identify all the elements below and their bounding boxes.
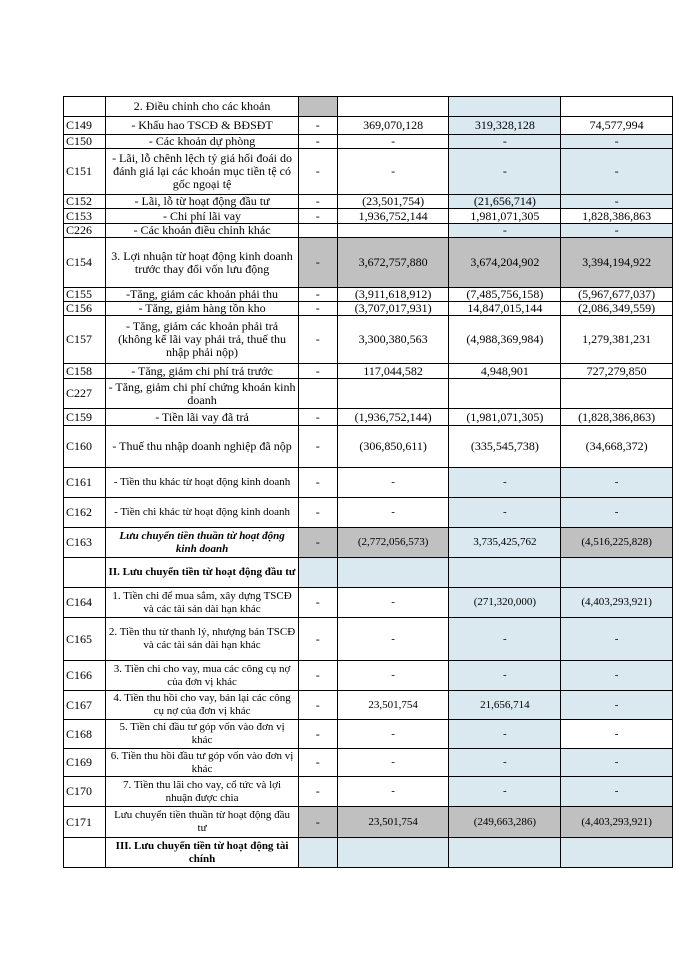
row-note: - xyxy=(298,691,337,720)
row-value-prior-1: - xyxy=(449,661,561,691)
row-value-prior-2: - xyxy=(561,135,673,149)
row-description: - Tăng, giảm chi phí chứng khoán kinh doanh xyxy=(106,379,298,409)
row-value-prior-1: - xyxy=(449,498,561,528)
row-value-prior-1 xyxy=(449,838,561,868)
row-note xyxy=(298,838,337,868)
row-note: - xyxy=(298,409,337,426)
row-code: C168 xyxy=(64,720,106,749)
row-description: 4. Tiền thu hồi cho vay, bán lại các công cụ nợ của đơn vị khác xyxy=(106,691,298,720)
row-value-prior-1: - xyxy=(449,135,561,149)
row-description: Lưu chuyển tiền thuần từ hoạt động kinh doanh xyxy=(106,528,298,558)
row-value-prior-1: (4,988,369,984) xyxy=(449,316,561,364)
row-value-prior-2: - xyxy=(561,720,673,749)
row-code: C157 xyxy=(64,316,106,364)
row-note: - xyxy=(298,316,337,364)
row-value-prior-1 xyxy=(449,379,561,409)
row-code: C152 xyxy=(64,195,106,209)
row-value-current xyxy=(337,224,449,238)
row-value-prior-1: - xyxy=(449,777,561,807)
row-value-prior-2: 3,394,194,922 xyxy=(561,238,673,288)
row-value-current: (2,772,056,573) xyxy=(337,528,449,558)
row-value-prior-1: - xyxy=(449,149,561,195)
row-note: - xyxy=(298,468,337,498)
row-value-current: (1,936,752,144) xyxy=(337,409,449,426)
table-row xyxy=(64,238,673,288)
row-code: C227 xyxy=(64,379,106,409)
row-value-prior-2: 727,279,850 xyxy=(561,364,673,379)
row-value-prior-2: (4,403,293,921) xyxy=(561,588,673,618)
row-value-prior-1 xyxy=(449,558,561,588)
row-value-prior-2: - xyxy=(561,691,673,720)
row-note: - xyxy=(298,149,337,195)
table-row xyxy=(64,838,673,868)
row-code: C163 xyxy=(64,528,106,558)
row-code xyxy=(64,838,106,868)
row-code: C159 xyxy=(64,409,106,426)
row-value-current: - xyxy=(337,777,449,807)
row-value-prior-2 xyxy=(561,558,673,588)
table-row xyxy=(64,149,673,195)
row-note: - xyxy=(298,807,337,838)
row-description: II. Lưu chuyển tiền từ hoạt động đầu tư xyxy=(106,558,298,588)
row-note xyxy=(298,558,337,588)
row-description: - Lãi, lỗ từ hoạt động đầu tư xyxy=(106,195,298,209)
row-value-current: 369,070,128 xyxy=(337,117,449,135)
row-code: C151 xyxy=(64,149,106,195)
row-value-prior-2: 1,828,386,863 xyxy=(561,209,673,224)
row-value-prior-2: - xyxy=(561,224,673,238)
row-value-prior-2: - xyxy=(561,749,673,777)
row-value-current: - xyxy=(337,720,449,749)
row-value-prior-2: - xyxy=(561,149,673,195)
row-value-prior-1: 319,328,128 xyxy=(449,117,561,135)
row-value-prior-2: - xyxy=(561,661,673,691)
row-note: - xyxy=(298,749,337,777)
row-value-prior-1: 3,735,425,762 xyxy=(449,528,561,558)
row-note: - xyxy=(298,302,337,316)
table-row xyxy=(64,720,673,749)
row-value-current: 23,501,754 xyxy=(337,691,449,720)
row-description: 3. Tiền chi cho vay, mua các công cụ nợ của đơn vị khác xyxy=(106,661,298,691)
row-value-prior-2: (2,086,349,559) xyxy=(561,302,673,316)
row-code: C167 xyxy=(64,691,106,720)
row-code xyxy=(64,97,106,117)
row-description: - Các khoản dự phòng xyxy=(106,135,298,149)
row-description: 1. Tiền chi để mua sắm, xây dựng TSCĐ và các tài sản dài hạn khác xyxy=(106,588,298,618)
row-value-prior-1: - xyxy=(449,468,561,498)
row-value-current: - xyxy=(337,468,449,498)
table-row xyxy=(64,588,673,618)
table-row xyxy=(64,288,673,302)
row-value-prior-2: - xyxy=(561,498,673,528)
row-value-current: 117,044,582 xyxy=(337,364,449,379)
row-value-prior-1: 3,674,204,902 xyxy=(449,238,561,288)
row-value-prior-2: 74,577,994 xyxy=(561,117,673,135)
row-value-prior-1: - xyxy=(449,720,561,749)
table-row xyxy=(64,316,673,364)
row-code: C150 xyxy=(64,135,106,149)
row-value-prior-2: (4,516,225,828) xyxy=(561,528,673,558)
row-value-prior-1: (249,663,286) xyxy=(449,807,561,838)
row-value-current: - xyxy=(337,588,449,618)
row-code: C156 xyxy=(64,302,106,316)
row-value-current xyxy=(337,838,449,868)
row-note: - xyxy=(298,288,337,302)
row-description: 2. Điều chỉnh cho các khoản xyxy=(106,97,298,117)
row-value-current xyxy=(337,558,449,588)
row-note: - xyxy=(298,618,337,661)
row-value-prior-1: (7,485,756,158) xyxy=(449,288,561,302)
row-description: - Tăng, giảm chi phí trả trước xyxy=(106,364,298,379)
row-description: - Tăng, giảm hàng tồn kho xyxy=(106,302,298,316)
table-row xyxy=(64,117,673,135)
table-row xyxy=(64,618,673,661)
table-row xyxy=(64,195,673,209)
row-description: Lưu chuyển tiền thuần từ hoạt động đầu tư xyxy=(106,807,298,838)
table-row xyxy=(64,498,673,528)
row-value-prior-1: 21,656,714 xyxy=(449,691,561,720)
table-row xyxy=(64,777,673,807)
row-value-prior-2: (1,828,386,863) xyxy=(561,409,673,426)
row-code: C226 xyxy=(64,224,106,238)
row-value-prior-1: (1,981,071,305) xyxy=(449,409,561,426)
row-note: - xyxy=(298,498,337,528)
row-note: - xyxy=(298,364,337,379)
row-code: C153 xyxy=(64,209,106,224)
row-value-prior-2 xyxy=(561,97,673,117)
row-value-current: (3,911,618,912) xyxy=(337,288,449,302)
row-code: C164 xyxy=(64,588,106,618)
row-note xyxy=(298,379,337,409)
row-value-prior-2 xyxy=(561,379,673,409)
row-description: - Tiền lãi vay đã trả xyxy=(106,409,298,426)
table-row xyxy=(64,661,673,691)
row-value-prior-1: - xyxy=(449,618,561,661)
row-value-prior-1: (335,545,738) xyxy=(449,426,561,468)
row-description: -Tăng, giảm các khoản phải thu xyxy=(106,288,298,302)
table-row xyxy=(64,302,673,316)
table-row xyxy=(64,807,673,838)
row-value-current xyxy=(337,97,449,117)
row-note: - xyxy=(298,661,337,691)
row-value-prior-2: 1,279,381,231 xyxy=(561,316,673,364)
cash-flow-body xyxy=(64,97,673,868)
row-code: C162 xyxy=(64,498,106,528)
row-code: C166 xyxy=(64,661,106,691)
table-row xyxy=(64,528,673,558)
row-value-prior-1: 14,847,015,144 xyxy=(449,302,561,316)
table-row xyxy=(64,691,673,720)
row-value-prior-2: - xyxy=(561,468,673,498)
row-description: 3. Lợi nhuận từ hoạt động kinh doanh trước thay đổi vốn lưu động xyxy=(106,238,298,288)
row-value-prior-1: 4,948,901 xyxy=(449,364,561,379)
row-value-prior-2: - xyxy=(561,195,673,209)
row-code: C154 xyxy=(64,238,106,288)
table-row xyxy=(64,224,673,238)
row-value-prior-2: - xyxy=(561,777,673,807)
row-value-prior-1: - xyxy=(449,749,561,777)
row-description: 5. Tiền chi đầu tư góp vốn vào đơn vị khác xyxy=(106,720,298,749)
row-description: - Thuế thu nhập doanh nghiệp đã nộp xyxy=(106,426,298,468)
row-code: C155 xyxy=(64,288,106,302)
row-code: C160 xyxy=(64,426,106,468)
row-code: C169 xyxy=(64,749,106,777)
row-note: - xyxy=(298,528,337,558)
row-note: - xyxy=(298,777,337,807)
row-note: - xyxy=(298,588,337,618)
row-code: C158 xyxy=(64,364,106,379)
row-value-current xyxy=(337,379,449,409)
row-code: C171 xyxy=(64,807,106,838)
row-description: 2. Tiền thu từ thanh lý, nhượng bán TSCĐ và các tài sản dài hạn khác xyxy=(106,618,298,661)
row-description: - Tăng, giảm các khoản phải trả (không kể lãi vay phải trả, thuế thu nhập phải nộp) xyxy=(106,316,298,364)
row-code: C170 xyxy=(64,777,106,807)
row-description: III. Lưu chuyển tiền từ hoạt động tài chính xyxy=(106,838,298,868)
table-row xyxy=(64,209,673,224)
table-row xyxy=(64,558,673,588)
row-value-prior-1: (271,320,000) xyxy=(449,588,561,618)
row-value-prior-2: - xyxy=(561,618,673,661)
row-value-prior-1: (21,656,714) xyxy=(449,195,561,209)
table-row xyxy=(64,364,673,379)
row-note: - xyxy=(298,195,337,209)
row-note: - xyxy=(298,209,337,224)
table-row xyxy=(64,426,673,468)
cash-flow-table xyxy=(63,96,673,868)
row-value-current: 3,300,380,563 xyxy=(337,316,449,364)
row-description: - Khấu hao TSCĐ & BĐSĐT xyxy=(106,117,298,135)
row-value-current: - xyxy=(337,618,449,661)
row-code: C149 xyxy=(64,117,106,135)
row-value-current: - xyxy=(337,661,449,691)
table-row xyxy=(64,135,673,149)
row-value-current: (23,501,754) xyxy=(337,195,449,209)
row-value-current: (306,850,611) xyxy=(337,426,449,468)
row-note: - xyxy=(298,720,337,749)
row-value-current: - xyxy=(337,149,449,195)
row-value-current: (3,707,017,931) xyxy=(337,302,449,316)
row-note xyxy=(298,97,337,117)
row-value-current: 1,936,752,144 xyxy=(337,209,449,224)
table-row xyxy=(64,749,673,777)
row-code xyxy=(64,558,106,588)
row-value-prior-2 xyxy=(561,838,673,868)
row-value-prior-2: (5,967,677,037) xyxy=(561,288,673,302)
row-note: - xyxy=(298,117,337,135)
row-code: C161 xyxy=(64,468,106,498)
row-value-prior-2: (4,403,293,921) xyxy=(561,807,673,838)
row-value-current: 3,672,757,880 xyxy=(337,238,449,288)
row-note xyxy=(298,224,337,238)
row-description: - Lãi, lỗ chênh lệch tỷ giá hối đoái do đánh giá lại các khoản mục tiền tệ có gốc ngoại tệ xyxy=(106,149,298,195)
row-code: C165 xyxy=(64,618,106,661)
row-value-prior-2: (34,668,372) xyxy=(561,426,673,468)
row-description: 7. Tiền thu lãi cho vay, cổ tức và lợi nhuận được chia xyxy=(106,777,298,807)
row-value-prior-1 xyxy=(449,97,561,117)
row-description: - Tiền chi khác từ hoạt động kinh doanh xyxy=(106,498,298,528)
row-description: - Chi phí lãi vay xyxy=(106,209,298,224)
table-row xyxy=(64,409,673,426)
table-row xyxy=(64,379,673,409)
row-value-current: - xyxy=(337,498,449,528)
row-note: - xyxy=(298,238,337,288)
row-value-current: - xyxy=(337,749,449,777)
table-row xyxy=(64,468,673,498)
row-note: - xyxy=(298,135,337,149)
row-description: - Các khoản điều chỉnh khác xyxy=(106,224,298,238)
row-value-prior-1: 1,981,071,305 xyxy=(449,209,561,224)
table-row xyxy=(64,97,673,117)
row-value-current: 23,501,754 xyxy=(337,807,449,838)
row-value-current: - xyxy=(337,135,449,149)
row-description: - Tiền thu khác từ hoạt động kinh doanh xyxy=(106,468,298,498)
row-description: 6. Tiền thu hồi đầu tư góp vốn vào đơn vị khác xyxy=(106,749,298,777)
row-note: - xyxy=(298,426,337,468)
row-value-prior-1: - xyxy=(449,224,561,238)
